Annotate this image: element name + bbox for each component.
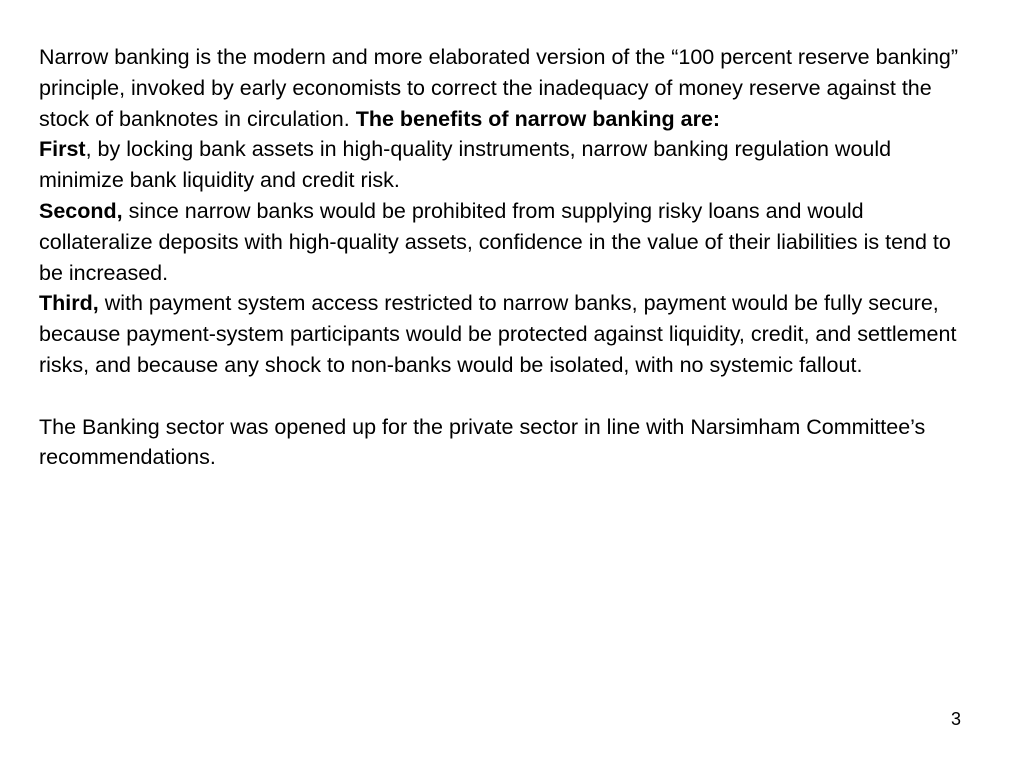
intro-text: Narrow banking is the modern and more elaborated version of the “100 percent reserve banking” principle, invoked by early economists to correct the inadequacy of money reserve against the stock of banknotes in circulation.: [39, 45, 959, 131]
closing-paragraph: The Banking sector was opened up for the private sector in line with Narsimham Committee’s recommendations.: [39, 414, 926, 470]
point-second-text: since narrow banks would be prohibited from supplying risky loans and would collateralize deposits with high-quality assets, confidence in the value of their liabilities is tend to be increased.: [39, 198, 951, 285]
slide-body: [39, 42, 979, 473]
paragraph-spacer: [39, 381, 979, 412]
point-second: [39, 196, 979, 288]
point-third-lead: Third,: [39, 291, 99, 316]
point-first: [39, 134, 979, 196]
point-second-lead: Second,: [39, 198, 123, 223]
point-first-text: , by locking bank assets in high-quality instruments, narrow banking regulation would minimize bank liquidity and credit risk.: [39, 137, 892, 193]
point-first-lead: First: [39, 137, 86, 162]
point-third-text: with payment system access restricted to narrow banks, payment would be fully secure, because payment-system participants would be protected against liquidity, credit, and settlement risks, and because any shock to non-banks would be isolated, with no systemic fallout.: [39, 291, 957, 377]
intro-paragraph: [39, 42, 979, 134]
benefits-heading: The benefits of narrow banking are:: [355, 106, 721, 131]
page-number: 3: [950, 709, 961, 729]
point-third: [39, 288, 979, 380]
